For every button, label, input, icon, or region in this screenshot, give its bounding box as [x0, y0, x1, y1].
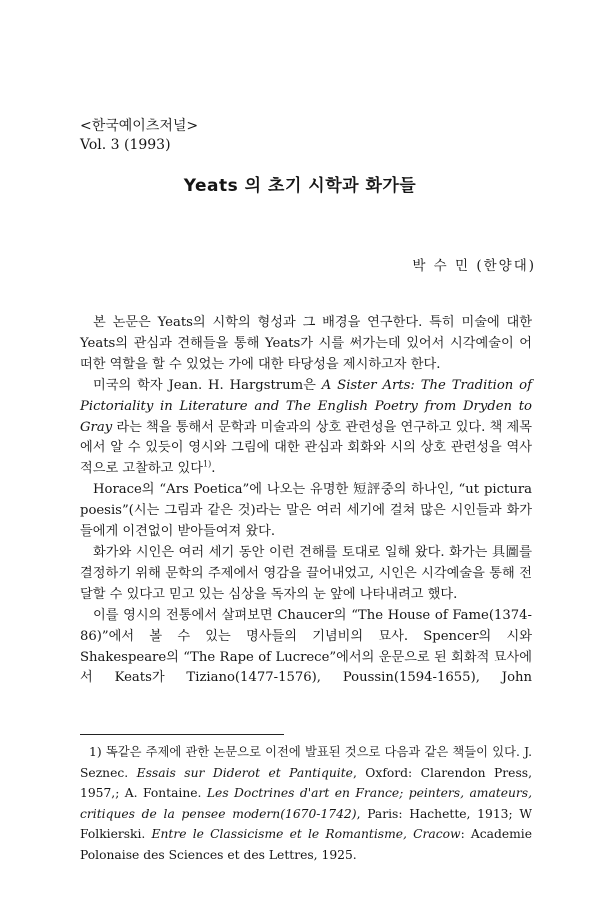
- book-title-sister-arts: A Sister Arts: The Tradition of Pictoriality in Literature and The English Poetry from Dryden to Gray: [80, 377, 532, 435]
- article-body: [80, 313, 532, 689]
- journal-header: [80, 117, 198, 155]
- paragraph-5: 이를 영시의 전통에서 살펴보면 Chaucer의 “The House of Fame(1374-86)”에서 볼 수 있는 명사들의 기념비의 묘사. Spencer의 시와 Shakespeare의 “The Rape of Lucrece”에서의 운문으로 된 회화적 묘사에서 Keats가 Tiziano(1477-1576), Poussin(1594-1655), John: [80, 607, 532, 686]
- footnote-title-folkierski: Entre le Classicisme et le Romantisme, Cracow: [151, 827, 461, 841]
- journal-volume: Vol. 3 (1993): [80, 137, 171, 153]
- journal-name: <한국예이츠저널>: [80, 118, 199, 134]
- footnote-text-c: , Oxford: Clarendon Press, 1957,; A. Fontaine.: [80, 765, 532, 800]
- paragraph-2-text-a: 미국의 학자 Jean. H. Hargstrum은: [93, 377, 322, 393]
- footnote-title-fontaine: Les Doctrines d'art en France; peinters, amateurs, critiques de la pensee modern(1670-1742): [80, 786, 533, 821]
- paragraph-4: 화가와 시인은 여러 세기 동안 이런 견해를 토대로 일해 왔다. 화가는 具圖를 결정하기 위해 문학의 주제에서 영감을 끌어내었고, 시인은 시각예술을 통해 전달할 수 있다고 믿고 있는 심상을 독자의 눈 앞에 나타내려고 했다.: [80, 544, 532, 602]
- paragraph-2-text-b: 라는 책을 통해서 문학과 미술과의 상호 관련성을 연구하고 있다. 책 제목에서 알 수 있듯이 영시와 그림에 대한 관심과 회화와 시의 상호 관련성을 역사적으로 고찰하고 있다: [80, 419, 532, 477]
- paragraph-2-end: .: [211, 461, 216, 477]
- footnote-ref-1[interactable]: 1): [203, 459, 212, 469]
- footnote-text-e: , Paris: Hachette, 1913; W Folkierski.: [80, 806, 532, 841]
- footnote-text-a: 1) 똑같은 주제에 관한 논문으로 이전에 발표된 것으로 다음과 같은 책들이 있다. J. Seznec.: [80, 745, 532, 780]
- footnote-divider: [80, 734, 284, 735]
- footnote-title-seznec: Essais sur Diderot et Pantiquite: [136, 765, 353, 780]
- footnote-1: [80, 742, 532, 865]
- paragraph-3: Horace의 “Ars Poetica”에 나오는 유명한 短評중의 하나인, “ut pictura poesis”(시는 그림과 같은 것)라는 말은 여러 세기에 걸쳐 많은 시인들과 화가들에게 이견없이 받아들여져 왔다.: [80, 482, 532, 540]
- article-title: Yeats 의 초기 시학과 화가들: [183, 176, 417, 196]
- paragraph-2: [80, 376, 532, 481]
- footnote-text-g: : Academie Polonaise des Sciences et des Lettres, 1925.: [80, 827, 533, 862]
- article-author: 박 수 민 (한양대): [412, 258, 536, 274]
- footnote-text: [80, 742, 532, 865]
- paragraph-1: 본 논문은 Yeats의 시학의 형성과 그 배경을 연구한다. 특히 미술에 대한 Yeats의 관심과 견해들을 통해 Yeats가 시를 써가는데 있어서 시각예술이 어떠한 역할을 할 수 있었는 가에 대한 타당성을 제시하고자 한다.: [80, 315, 532, 372]
